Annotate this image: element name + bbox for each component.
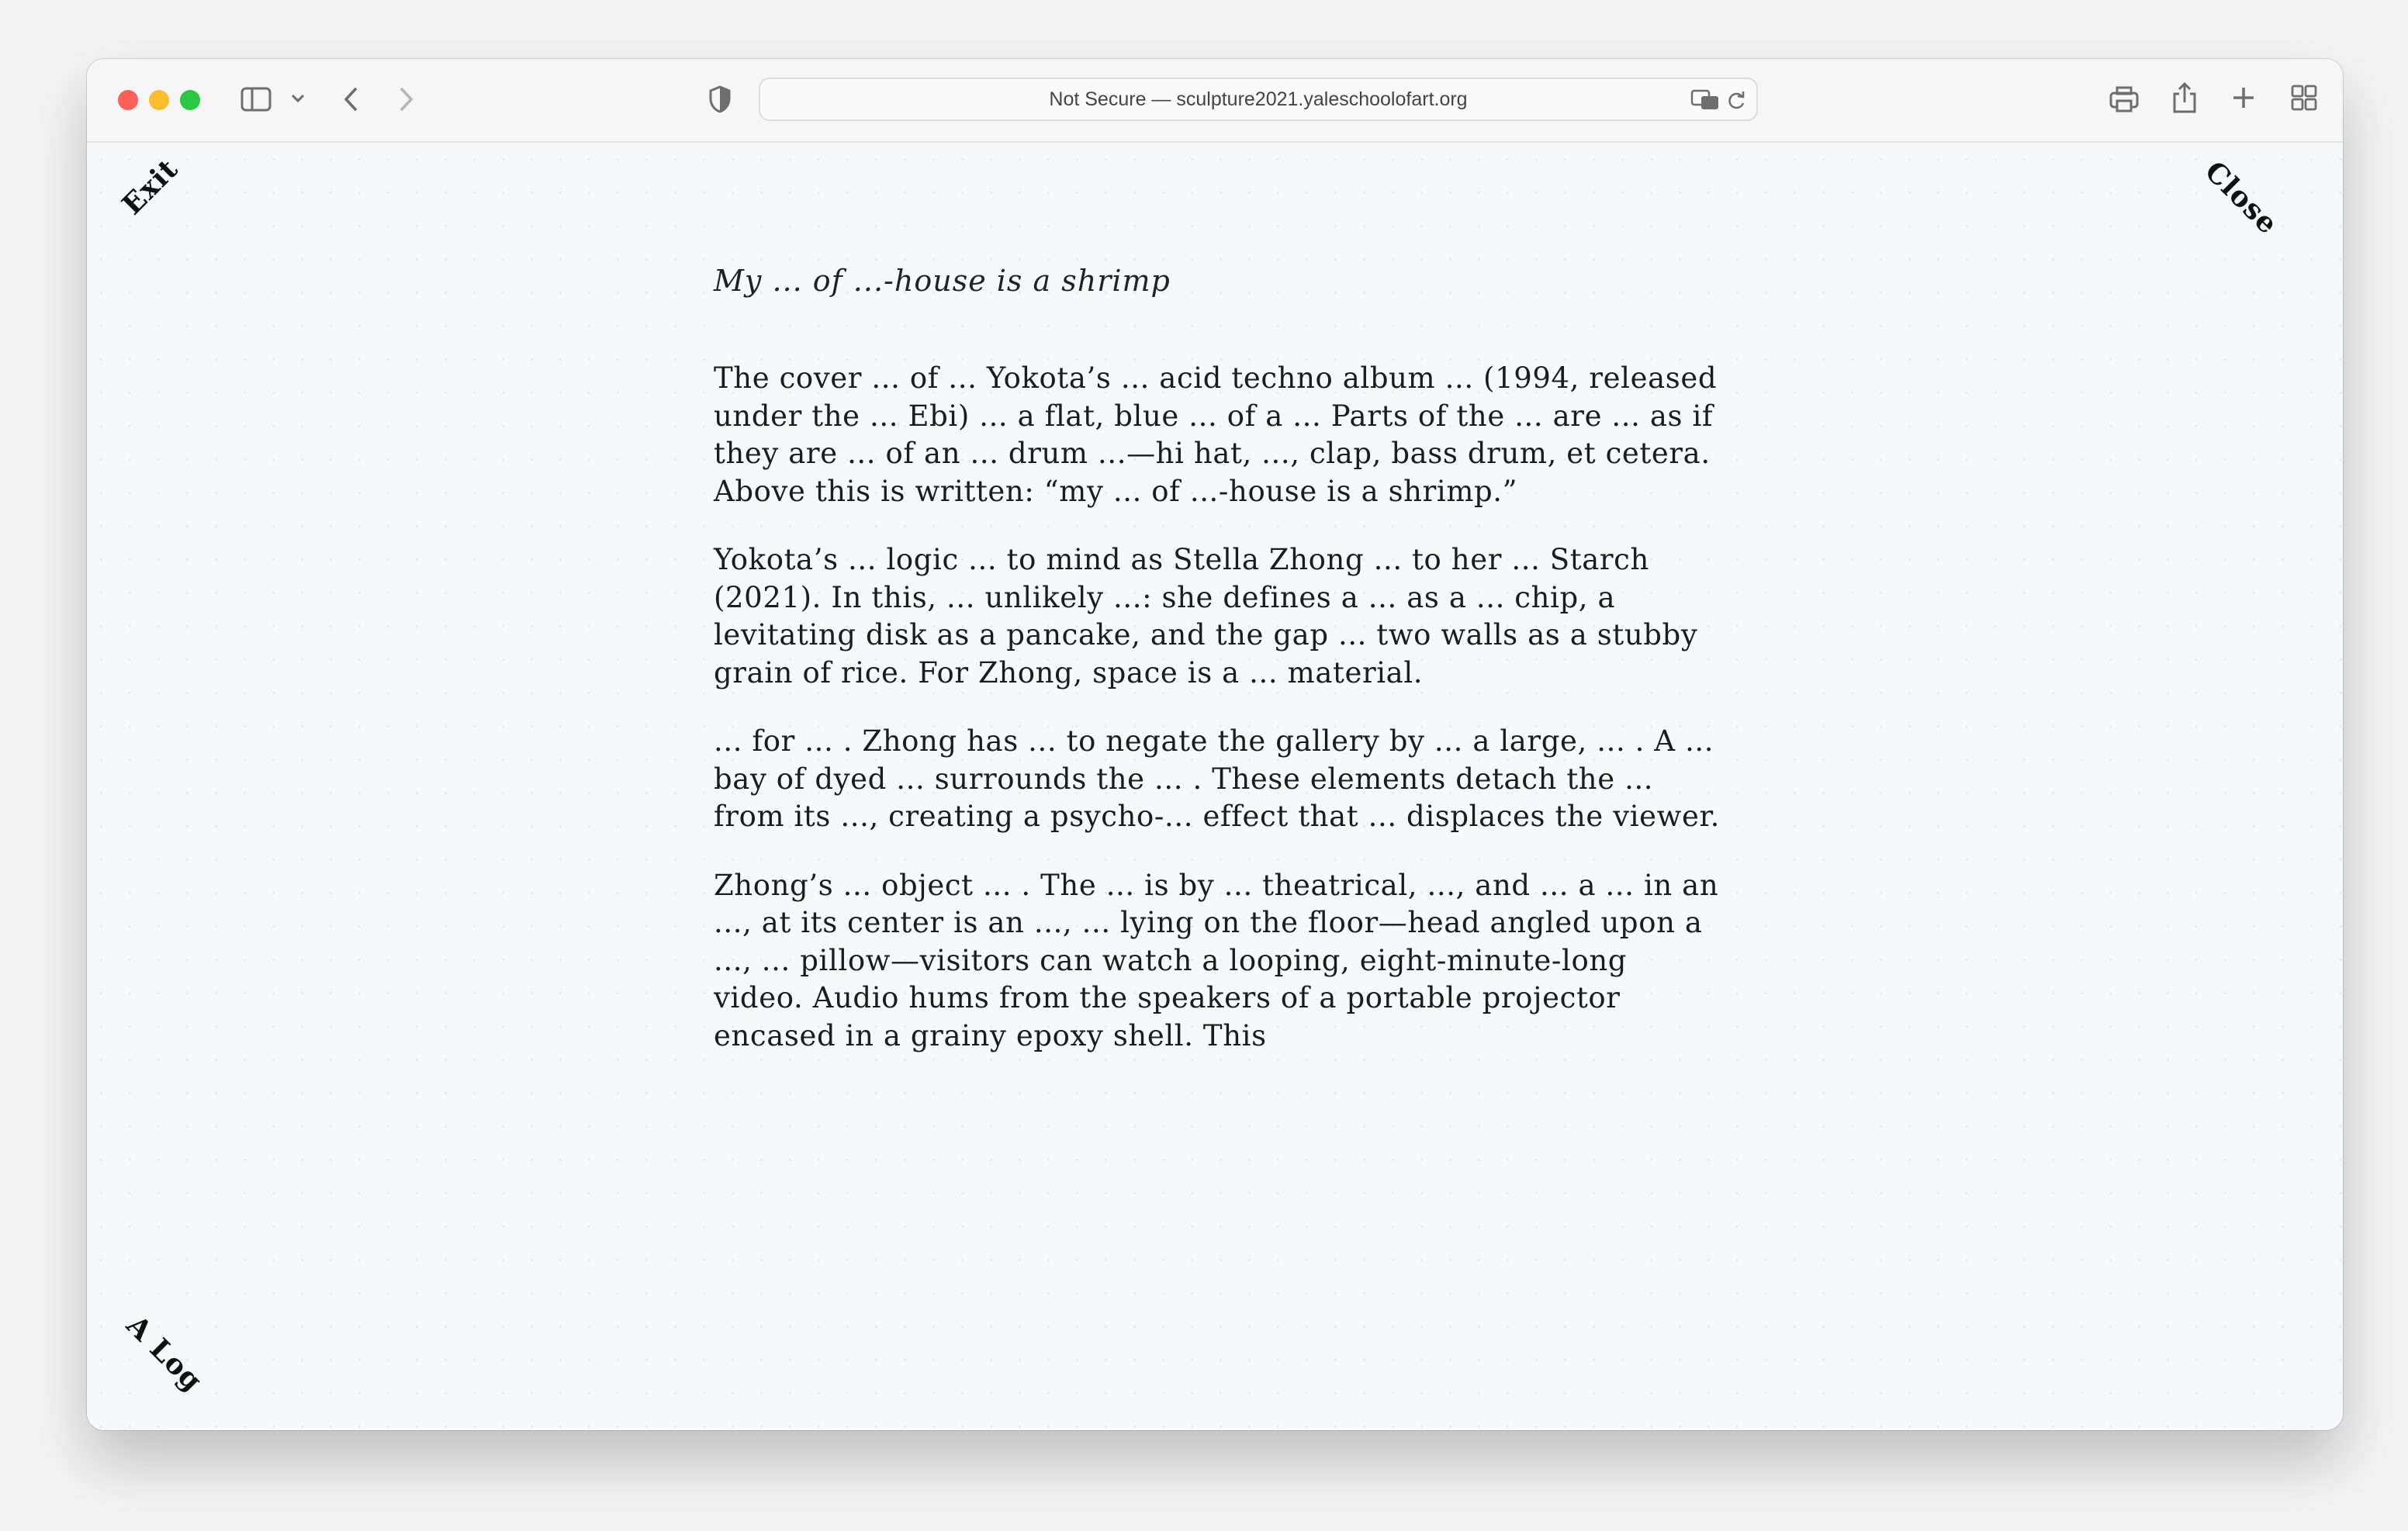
- article-title: My ... of ...-house is a shrimp: [714, 264, 1171, 298]
- browser-toolbar: [87, 59, 2343, 143]
- paragraph-3: ... for ... . Zhong has ... to negate the gallery by ... a large, ... . A ... bay of dyed ... surrounds the ... . These elements detach the ... from its ..., creating a psycho-... effect that ... displaces the viewer.: [714, 724, 1721, 833]
- paragraph-2: Yokota’s ... logic ... to mind as Stella Zhong ... to her ... Starch (2021). In this, ... unlikely ...: she defines a ... as a ... chip, a levitating disk as a pancake, and the gap ... two walls as a stubby grain of rice. For Zhong, space is a ... material.: [714, 543, 1698, 689]
- forward-icon[interactable]: [391, 82, 422, 116]
- address-text: Not Secure — sculpture2021.yaleschoolofart.org: [1049, 88, 1468, 110]
- shield-icon[interactable]: [704, 81, 735, 118]
- close-window-button[interactable]: [118, 90, 138, 110]
- exit-link[interactable]: Exit: [116, 152, 185, 222]
- close-link[interactable]: Close: [2198, 154, 2285, 241]
- paragraph-4: Zhong’s ... object ... . The ... is by ... theatrical, ..., and ... a ... in an ..., at its center is an ..., ... lying on the floor—head angled upon a ..., ... pillow—visitors can watch a looping, eight-minute-long video. Audio hums from the speakers of a portable projector encased in a grainy epoxy shell. This: [714, 868, 1719, 1052]
- tab-overview-icon[interactable]: [2287, 81, 2321, 115]
- minimize-window-button[interactable]: [149, 90, 169, 110]
- print-icon[interactable]: [2105, 81, 2143, 118]
- browser-window: [87, 59, 2343, 1430]
- reload-icon[interactable]: [1724, 87, 1749, 113]
- sidebar-toggle-icon[interactable]: [239, 82, 273, 116]
- a-log-link[interactable]: A Log: [119, 1308, 209, 1398]
- translate-icon[interactable]: [1690, 87, 1721, 113]
- chevron-down-icon[interactable]: [287, 87, 309, 110]
- back-icon[interactable]: [335, 82, 366, 116]
- article: [714, 264, 1722, 1086]
- page-content: [87, 143, 2343, 1430]
- address-bar[interactable]: [759, 78, 1758, 121]
- new-tab-icon[interactable]: [2226, 81, 2261, 115]
- share-icon[interactable]: [2168, 78, 2202, 118]
- zoom-window-button[interactable]: [180, 90, 200, 110]
- paragraph-1: The cover ... of ... Yokota’s ... acid techno album ... (1994, released under the ... Ebi) ... a flat, blue ... of a ... Parts of the ... are ... as if they are ... of an ... drum ...—hi hat, ..., clap, bass drum, et cetera. Above this is written: “my ... of ...-house is a shrimp.”: [714, 361, 1718, 508]
